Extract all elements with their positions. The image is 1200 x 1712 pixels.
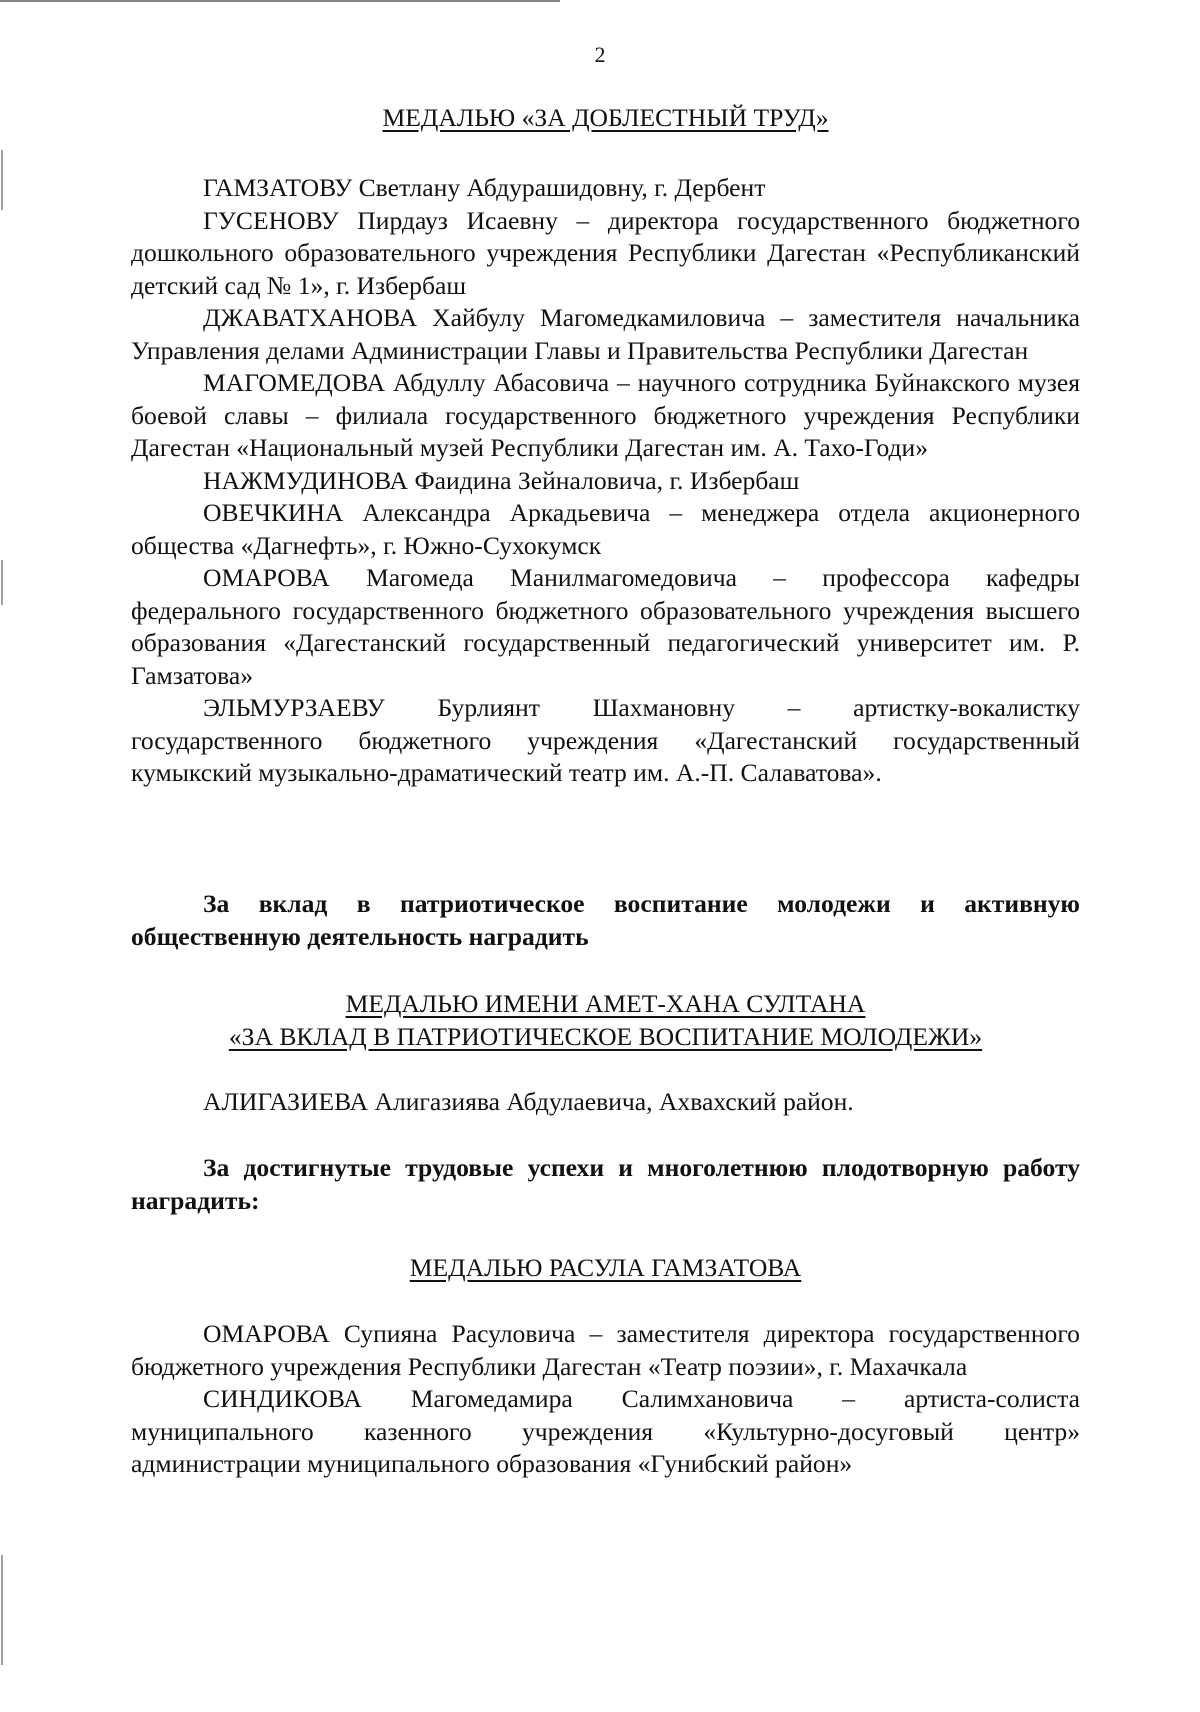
award-entry	[131, 1318, 1080, 1383]
award-entry	[131, 1086, 1080, 1119]
entries-list	[131, 1318, 1080, 1481]
award-entry	[131, 205, 1080, 303]
award-entry	[131, 562, 1080, 692]
recipient-details: Абдуллу Абасовича – научного сотрудника Буйнакского музея боевой славы – филиала государственного бюджетного учреждения Республики Дагестан «Национальный музей Республики Дагестан им. А. Тахо-Годи»	[131, 368, 1080, 462]
recipient-name: НАЖМУДИНОВА	[203, 465, 409, 495]
recipient-name: ОМАРОВА	[203, 563, 330, 592]
award-entry	[131, 692, 1080, 790]
award-entry	[131, 302, 1080, 367]
section-heading-line2: «ЗА ВКЛАД В ПАТРИОТИЧЕСКОЕ ВОСПИТАНИЕ МОЛОДЕЖИ»	[228, 1021, 983, 1051]
award-entry	[131, 465, 1080, 498]
recipient-details: Светлану Абдурашидовну, г. Дербент	[358, 173, 766, 202]
recipient-details: Александра Аркадьевича – менеджера отдела акционерного общества «Дагнефть», г. Южно-Сухокумск	[131, 498, 1080, 560]
award-entry	[131, 172, 1080, 205]
recipient-details: Магомедамира Салимхановича – артиста-солиста муниципального казенного учреждения «Культурно-досуговый центр» администрации муниципального образования «Гунибский район»	[131, 1384, 1080, 1478]
scan-top-line	[0, 0, 560, 2]
entries-list	[131, 172, 1080, 790]
section-gamzatov-medal	[131, 1252, 1080, 1285]
recipient-details: Фаидина Зейналовича, г. Избербаш	[414, 465, 800, 495]
recipient-details: Бурлиянт Шахмановну – артистку-вокалистку государственного бюджетного учреждения «Дагестанский государственный кумыкский музыкально-драматический театр им. А.-П. Салаватова».	[131, 693, 1080, 787]
section-medal-valiant-labor	[131, 102, 1080, 135]
scan-edge-mark	[1, 150, 3, 210]
recipient-name: ЭЛЬМУРЗАЕВУ	[203, 693, 385, 722]
recipient-name: ОМАРОВА	[203, 1319, 330, 1348]
award-intro: За достигнутые трудовые успехи и многолетнюю плодотворную работу наградить:	[131, 1153, 1080, 1215]
page-number: 2	[594, 42, 606, 67]
award-entry	[131, 367, 1080, 465]
section-heading-line1: МЕДАЛЬЮ ИМЕНИ АМЕТ-ХАНА СУЛТАНА	[345, 989, 866, 1018]
recipient-name: АЛИГАЗИЕВА	[203, 1087, 369, 1116]
entries-list	[131, 1086, 1080, 1119]
award-entry	[131, 1383, 1080, 1481]
section-heading: МЕДАЛЬЮ РАСУЛА ГАМЗАТОВА	[409, 1253, 802, 1282]
section-amet-khan-medal	[131, 988, 1080, 1053]
recipient-name: ДЖАВАТХАНОВА	[203, 303, 418, 332]
section-patriotic-intro	[131, 888, 1080, 953]
section-labor-intro	[131, 1152, 1080, 1217]
recipient-name: ГАМЗАТОВУ	[203, 173, 353, 202]
recipient-details: Пирдауз Исаевну – директора государственного бюджетного дошкольного образовательного учреждения Республики Дагестан «Республиканский детский сад № 1», г. Избербаш	[131, 205, 1080, 300]
scan-edge-mark	[1, 1555, 3, 1665]
award-intro: За вклад в патриотическое воспитание молодежи и активную общественную деятельность наградить	[131, 889, 1080, 951]
recipient-name: СИНДИКОВА	[203, 1384, 362, 1413]
recipient-details: Магомеда Манилмагомедовича – профессора кафедры федерального государственного бюджетного образовательного учреждения высшего образования «Дагестанский государственный педагогический университет им. Р. Гамзатова»	[131, 563, 1080, 690]
section-heading: МЕДАЛЬЮ «ЗА ДОБЛЕСТНЫЙ ТРУД»	[382, 103, 829, 132]
recipient-details: Хайбулу Магомедкамиловича – заместителя начальника Управления делами Администрации Главы и Правительства Республики Дагестан	[131, 303, 1080, 365]
recipient-details: Алигазиява Абдулаевича, Ахвахский район.	[374, 1087, 854, 1116]
recipient-name: МАГОМЕДОВА	[203, 368, 386, 397]
award-entry	[131, 497, 1080, 562]
recipient-name: ОВЕЧКИНА	[203, 498, 344, 527]
scan-edge-mark	[1, 560, 3, 605]
recipient-details: Супияна Расуловича – заместителя директора государственного бюджетного учреждения Республики Дагестан «Театр поэзии», г. Махачкала	[131, 1319, 1080, 1381]
recipient-name: ГУСЕНОВУ	[203, 205, 339, 235]
